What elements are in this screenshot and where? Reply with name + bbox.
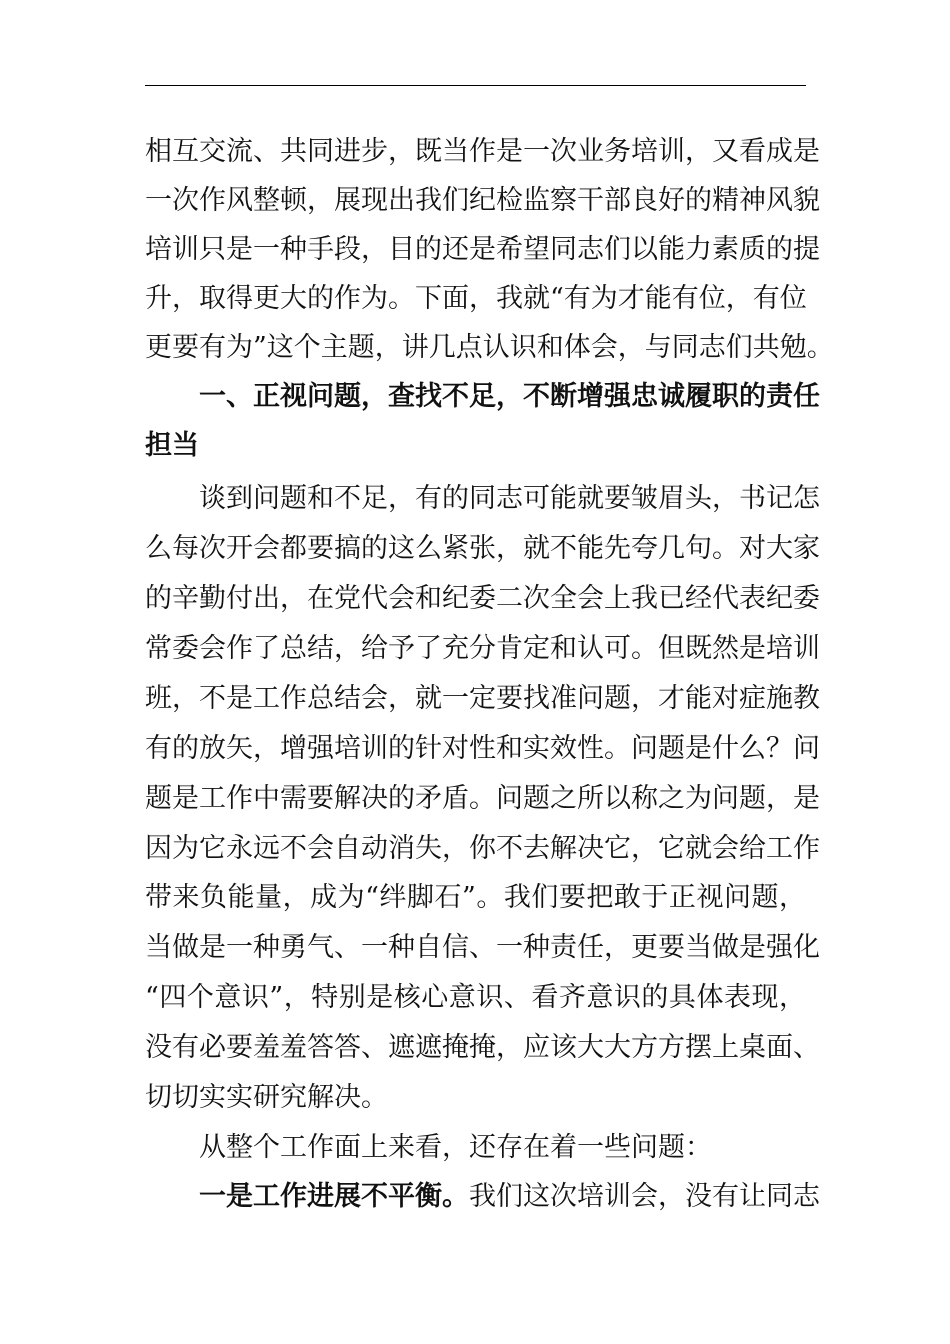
text-line: “四个意识”，特别是核心意识、看齐意识的具体表现，	[145, 982, 806, 1013]
text-line: 带来负能量，成为“绊脚石”。我们要把敢于正视问题，	[145, 882, 806, 913]
section-heading: 一、正视问题，查找不足，不断增强忠诚履职的责任	[199, 381, 820, 412]
text-line: 班，不是工作总结会，就一定要找准问题，才能对症施教	[145, 683, 820, 714]
text-line	[145, 1172, 820, 1221]
text-line: 一次作风整顿，展现出我们纪检监察干部良好的精神风貌	[145, 185, 820, 216]
text-line: 当做是一种勇气、一种自信、一种责任，更要当做是强化	[145, 932, 820, 963]
text-line: 谈到问题和不足，有的同志可能就要皱眉头，书记怎	[199, 483, 820, 514]
text-line: 更要有为”这个主题，讲几点认识和体会，与同志们共勉。	[145, 332, 834, 363]
header-rule	[145, 85, 806, 86]
text-run: 我们这次培训会，没有让同志	[469, 1181, 820, 1212]
text-line: 题是工作中需要解决的矛盾。问题之所以称之为问题，是	[145, 783, 820, 814]
text-line: 么每次开会都要搞的这么紧张，就不能先夸几句。对大家	[145, 533, 820, 564]
text-line: 因为它永远不会自动消失，你不去解决它，它就会给工作	[145, 833, 820, 864]
text-line: 相互交流、共同进步，既当作是一次业务培训，又看成是	[145, 136, 820, 167]
text-line: 有的放矢，增强培训的针对性和实效性。问题是什么？问	[145, 733, 820, 764]
text-line: 从整个工作面上来看，还存在着一些问题：	[199, 1132, 712, 1163]
text-line: 的辛勤付出，在党代会和纪委二次全会上我已经代表纪委	[145, 583, 820, 614]
text-line: 常委会作了总结，给予了充分肯定和认可。但既然是培训	[145, 633, 820, 664]
text-line: 切切实实研究解决。	[145, 1082, 388, 1113]
text-line: 升，取得更大的作为。下面，我就“有为才能有位，有位	[145, 283, 807, 314]
text-line: 培训只是一种手段，目的还是希望同志们以能力素质的提	[145, 234, 820, 265]
section-heading-continuation: 担当	[145, 430, 199, 461]
bold-lead: 一是工作进展不平衡。	[199, 1181, 469, 1212]
text-line: 没有必要羞羞答答、遮遮掩掩，应该大大方方摆上桌面、	[145, 1032, 820, 1063]
